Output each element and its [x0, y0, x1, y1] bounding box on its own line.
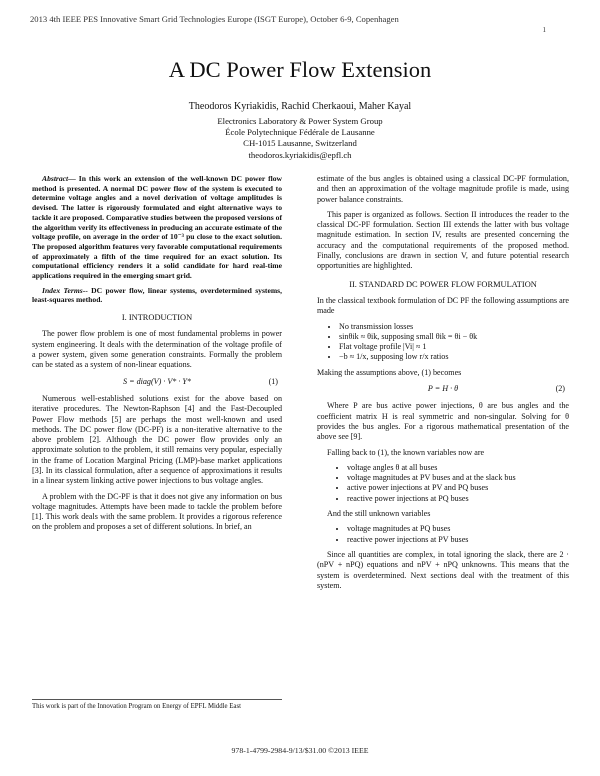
paragraph: This paper is organized as follows. Section II introduces the reader to the classical DC-PF formulation. Section III extends the latter with bus voltage magnitude estimation. In section IV, results are presented concerning the accuracy and the computational requirements of the proposed method. Finally, conclusions are drawn in section V, and future potential research opportunities are highlighted. [317, 209, 569, 271]
list-item: • Flat voltage profile |Vi| ≈ 1 [339, 342, 569, 352]
list-item: • reactive power injections at PV buses [347, 535, 569, 545]
list-item: • voltage magnitudes at PV buses and at the slack bus [347, 473, 569, 483]
abstract-label: Abstract [42, 174, 69, 183]
list-item: • sinθik ≈ θik, supposing small θik = θi − θk [339, 332, 569, 342]
paragraph: And the still unknown variables [327, 509, 431, 519]
paragraph: estimate of the bus angles is obtained using a classical DC-PF formulation, and then an approximation of the voltage magnitude profile is made, using power balance constraints. [317, 174, 569, 204]
abstract [32, 174, 282, 281]
list-item: • No transmission losses [339, 322, 569, 332]
assumption-list [317, 322, 569, 363]
paragraph: Where P are bus active power injections, θ are bus angles and the coefficient matrix H is real symmetric and non-singular. Solving for θ provides the bus angles. For a rigorous mathematical presentation of the above see [9]. [317, 401, 569, 442]
paragraph: Making the assumptions above, (1) becomes [317, 367, 462, 377]
equation-1 [32, 377, 282, 387]
paragraph: Numerous well-established solutions exist for the above based on iterative procedures. The Newton-Raphson [4] and the Fast-Decoupled Power Flow methods [5] are perhaps the most well-known and used methods. The DC power flow (DC-PF) is a non-iterative alternative to the above problem [2]. Although the DC power flow provides only an approximate solution to the problem, it still remains very popular, especially in the frame of Location Marginal Pricing (LMP)-base market applications [3]. In its classical formulation, after a sequence of approximations it results in a linear system linking active power injections to bus voltage angles. [32, 393, 282, 486]
affiliation-address: CH-1015 Lausanne, Switzerland [243, 138, 357, 149]
section-heading-introduction: I. INTRODUCTION [121, 313, 193, 323]
list-item: • voltage magnitudes at PQ buses [347, 524, 569, 534]
conference-header: 2013 4th IEEE PES Innovative Smart Grid Technologies Europe (ISGT Europe), October 6-9, Copenhagen [30, 14, 399, 24]
unknown-variables-list [317, 524, 569, 545]
equation-1-body: S = diag(V) · V* · Y* [123, 376, 191, 386]
known-variables-list [317, 463, 569, 504]
paragraph: Falling back to (1), the known variables now are [327, 447, 485, 457]
abstract-text: — In this work an extension of the well-known DC power flow method is presented. A normal DC power flow of the system is executed to determine voltage angles and a novel derivation of voltage amplitudes is devised. The latter is rigorously formulated and eight alternative ways to tackle it are proposed. Comparative studies between the proposed versions of the algorithm verify its effectiveness in producing an accurate estimate of the voltage profile, on average in the order of 10⁻³ pu close to the exact solution. The proposed algorithm features very favorable computational requirements of approximately a fifth of the time required for an exact solution. Its computational efficiency renders it a solid candidate for hard real-time applications required in the emerging smart grid. [32, 174, 282, 281]
equation-2-body: P = H · θ [427, 384, 459, 394]
page-number: 1 [542, 26, 546, 34]
affiliation-lab: Electronics Laboratory & Power System Group [217, 116, 383, 126]
list-item: • −b ≈ 1/x, supposing low r/x ratios [339, 352, 569, 362]
section-heading-standard-dc-pf: II. STANDARD DC POWER FLOW FORMULATION [349, 279, 537, 289]
footnote: This work is part of the Innovation Program on Energy of EPFL Middle East [32, 699, 282, 712]
copyright-line: 978-1-4799-2984-9/13/$31.00 ©2013 IEEE [231, 746, 369, 755]
paragraph: In the classical textbook formulation of DC PF the following assumptions are made [317, 295, 569, 316]
list-item: • voltage angles θ at all buses [347, 463, 569, 473]
authors: Theodoros Kyriakidis, Rachid Cherkaoui, Maher Kayal [188, 101, 412, 112]
affiliation [0, 116, 600, 161]
author-email: theodoros.kyriakidis@epfl.ch [248, 149, 352, 160]
index-terms-text: -- DC power flow, linear systems, overdetermined systems, least-squares method. [32, 285, 282, 305]
equation-2-number: (2) [555, 384, 565, 394]
paragraph: The power flow problem is one of most fundamental problems in power system engineering. It deals with the determination of the voltage profile of a power system, given some generation constraints. Formally the problem can be stated as a system of non-linear equations. [32, 329, 282, 370]
right-column [317, 174, 569, 596]
left-column [32, 174, 282, 538]
affiliation-school: École Polytechnique Fédérale de Lausanne [225, 127, 375, 138]
equation-1-number: (1) [268, 376, 278, 386]
paragraph: A problem with the DC-PF is that it does not give any information on bus voltage magnitudes. Attempts have been made to tackle the problem before [1]. This work deals with the same problem. It provides a rigorous reference on the problem and proposes a set of different solutions. In brief, an [32, 491, 282, 532]
paper-title: A DC Power Flow Extension [168, 57, 432, 82]
equation-2 [317, 384, 569, 394]
paragraph: Since all quantities are complex, in total ignoring the slack, there are 2 · (nPV + nPQ) equations and nPV + nPQ unknowns. This means that the system is overdetermined. Next sections deal with the treatment of this system. [317, 549, 569, 590]
list-item: • reactive power injections at PQ buses [347, 494, 569, 504]
index-terms-label: Index Terms [42, 285, 83, 295]
list-item: • active power injections at PV and PQ buses [347, 483, 569, 493]
index-terms [32, 286, 282, 305]
